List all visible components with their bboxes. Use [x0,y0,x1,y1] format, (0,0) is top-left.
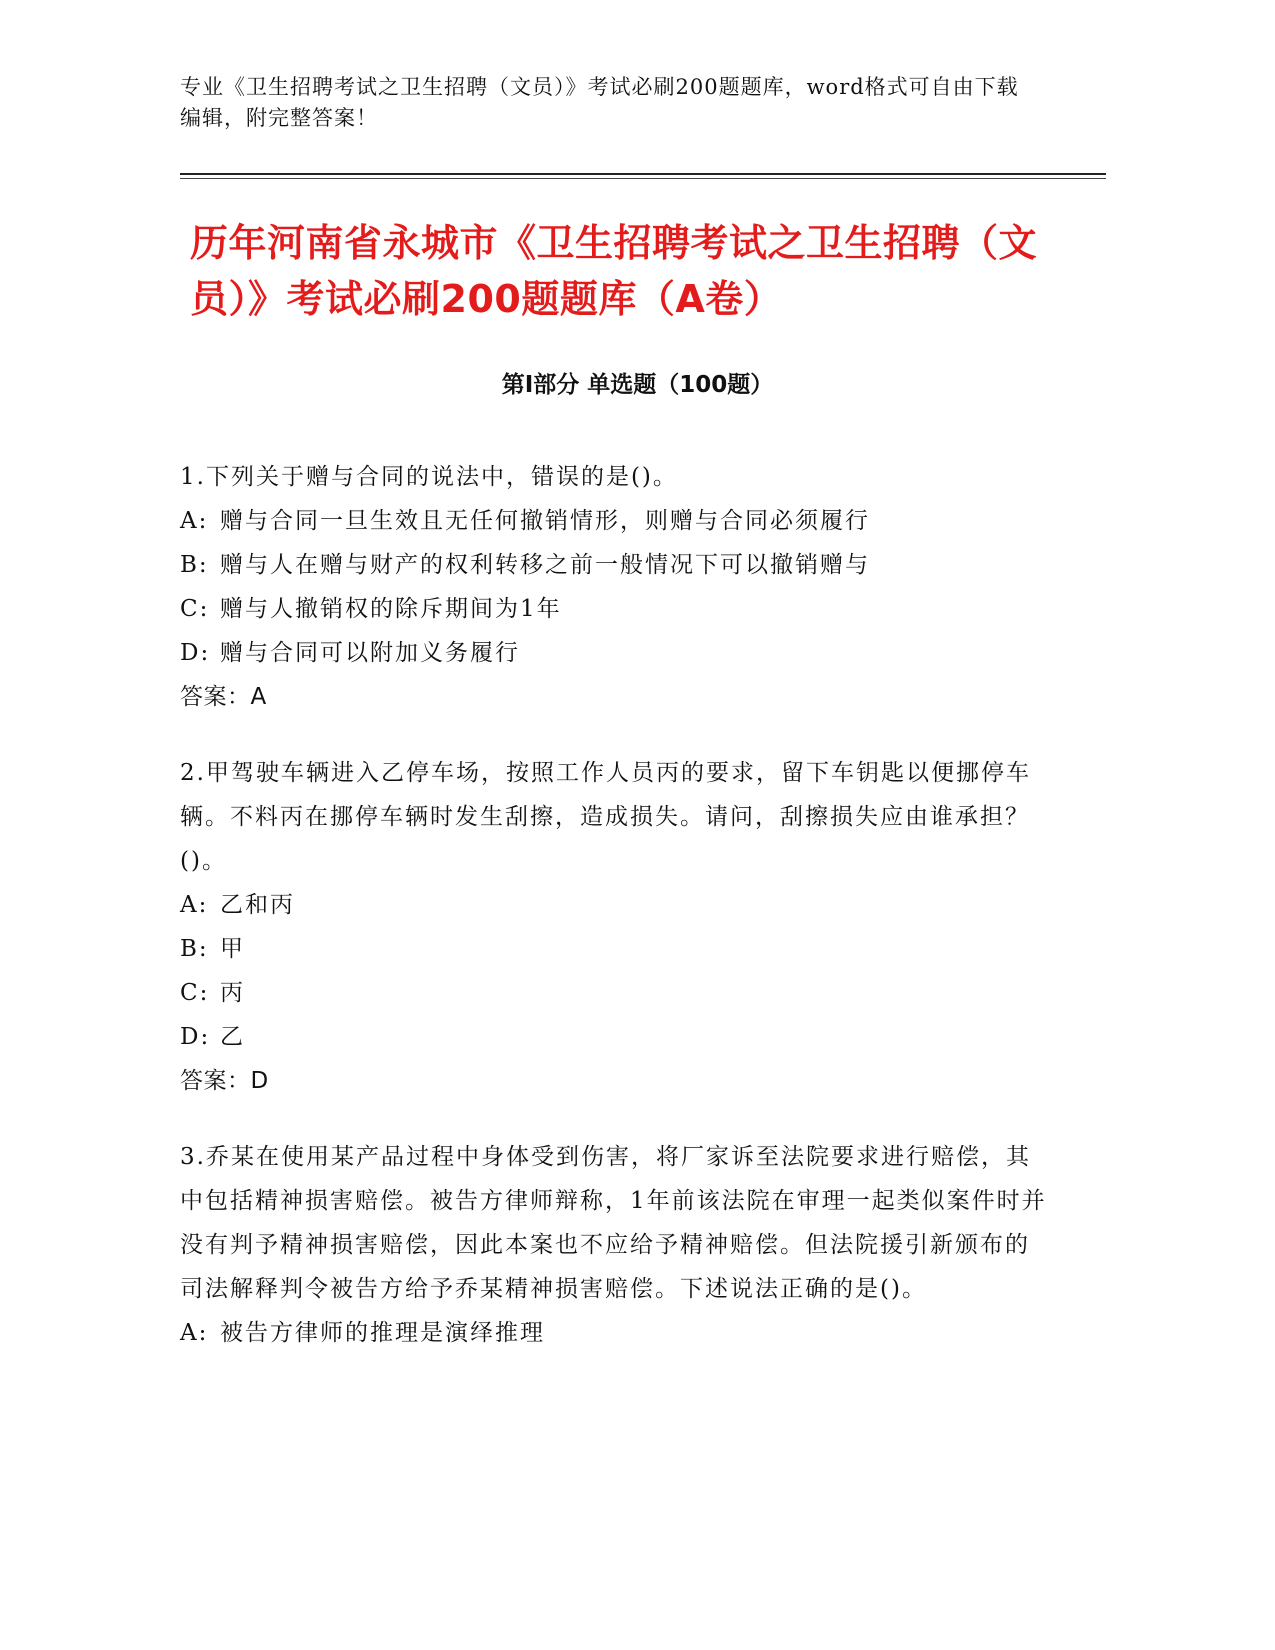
option-text: 甲 [220,936,245,962]
option-c [180,587,1050,631]
option-key: B: [180,552,209,578]
section-title: 第Ⅰ部分 单选题（100题） [501,372,774,398]
header-note: 专业《卫生招聘考试之卫生招聘（文员）》考试必刷200题题库，word格式可自由下载编辑，附完整答案！ [180,75,1019,130]
answer-line: 答案：D [180,1068,269,1094]
option-c [180,971,1050,1015]
option-key: A: [180,1320,209,1346]
option-text: 丙 [220,980,245,1006]
header-divider-thin [180,178,1106,179]
question-2 [180,751,1050,1103]
option-text: 乙 [220,1024,245,1050]
option-text: 赠与人撤销权的除斥期间为1年 [220,596,562,622]
option-key: A: [180,508,209,534]
option-a [180,883,1050,927]
document-title: 历年河南省永城市《卫生招聘考试之卫生招聘（文员）》考试必刷200题题库（A卷） [190,221,1038,321]
option-key: D: [180,640,211,666]
option-key: A: [180,892,209,918]
option-key: B: [180,936,209,962]
option-text: 赠与合同可以附加义务履行 [220,640,520,666]
option-b [180,543,1050,587]
option-a [180,1311,1050,1355]
option-key: D: [180,1024,211,1050]
option-a [180,499,1050,543]
option-text: 被告方律师的推理是演绎推理 [220,1320,545,1346]
header-divider-thick [180,173,1106,175]
option-key: C: [180,980,210,1006]
answer-line: 答案：A [180,684,267,710]
option-text: 赠与合同一旦生效且无任何撤销情形，则赠与合同必须履行 [220,508,870,534]
option-b [180,927,1050,971]
question-3 [180,1135,1050,1355]
question-text: 3.乔某在使用某产品过程中身体受到伤害，将厂家诉至法院要求进行赔偿，其中包括精神损害赔偿。被告方律师辩称，1年前该法院在审理一起类似案件时并没有判予精神损害赔偿，因此本案也不应给予精神赔偿。但法院援引新颁布的司法解释判令被告方给予乔某精神损害赔偿。下述说法正确的是()。 [180,1144,1047,1302]
option-text: 乙和丙 [220,892,295,918]
option-d [180,1015,1050,1059]
question-text: 2.甲驾驶车辆进入乙停车场，按照工作人员丙的要求，留下车钥匙以便挪停车辆。不料丙在挪停车辆时发生刮擦，造成损失。请问，刮擦损失应由谁承担？()。 [180,760,1031,874]
option-key: C: [180,596,210,622]
question-1 [180,455,1050,719]
question-list [180,455,1050,1387]
question-text: 1.下列关于赠与合同的说法中，错误的是()。 [180,464,678,490]
option-d [180,631,1050,675]
option-text: 赠与人在赠与财产的权利转移之前一般情况下可以撤销赠与 [220,552,870,578]
